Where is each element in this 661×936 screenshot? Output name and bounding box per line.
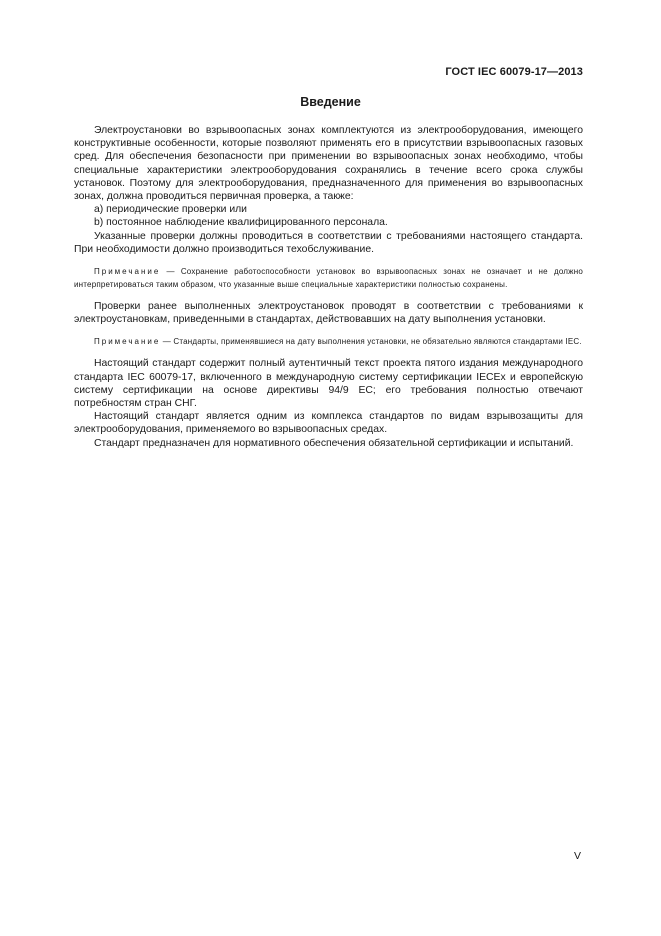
- list-item-a: а) периодические проверки или: [94, 204, 247, 216]
- document-header: ГОСТ IEC 60079-17—2013: [445, 66, 583, 78]
- note-1: [74, 265, 583, 291]
- paragraph-intro: Электроустановки во взрывоопасных зонах комплектуются из электрооборудования, имеющего конструктивные особенности, которые позволяют применять его в присутствии взрывоопасных газовых сред. Для обеспечения безопасности при применении во взрывоопасных зонах необходимо, чтобы специальные характеристики электрооборудования сохранялись в течение всего срока службы установок. Поэтому для электрооборудования, предназначенного для применения во взрывоопасных зонах, должна проводиться первичная проверка, а также:: [74, 125, 583, 203]
- list-item-b: b) постоянное наблюдение квалифицированного персонала.: [94, 217, 388, 229]
- paragraph-checks: Указанные проверки должны проводиться в соответствии с требованиями настоящего стандарта. При необходимости должно производиться техобслуживание.: [74, 230, 583, 255]
- paragraph-standard-content: Настоящий стандарт содержит полный аутентичный текст проекта пятого издания международного стандарта IEC 60079-17, включенного в международную систему сертификации IECEx и европейскую систему сертификации на основе директивы 94/9 ЕС; его требования полностью отвечают потребностям стран СНГ.: [74, 358, 583, 410]
- paragraph-previous-installations: Проверки ранее выполненных электроустановок проводят в соответствии с требованиями к электроустановкам, приведенными в стандартах, действовавших на дату выполнения установки.: [74, 301, 583, 326]
- document-body: [74, 124, 583, 450]
- paragraph-standard-series: Настоящий стандарт является одним из комплекса стандартов по видам взрывозащиты для электрооборудования, применяемого во взрывоопасных средах.: [74, 411, 583, 436]
- paragraph-standard-purpose: Стандарт предназначен для нормативного обеспечения обязательной сертификации и испытаний.: [94, 437, 574, 449]
- note-2: [74, 335, 583, 348]
- note-2-label: Примечание: [94, 337, 161, 347]
- section-title: Введение: [300, 95, 361, 109]
- note-2-text: — Стандарты, применявшиеся на дату выполнения установки, не обязательно являются стандартами IEC.: [160, 337, 582, 347]
- note-1-text: — Сохранение работоспособности установок во взрывоопасных зонах не означает и не должно интерпретироваться таким образом, что указанные выше специальные характеристики полностью сохранены.: [74, 267, 583, 290]
- page-number: V: [573, 850, 581, 862]
- note-1-label: Примечание: [94, 267, 161, 277]
